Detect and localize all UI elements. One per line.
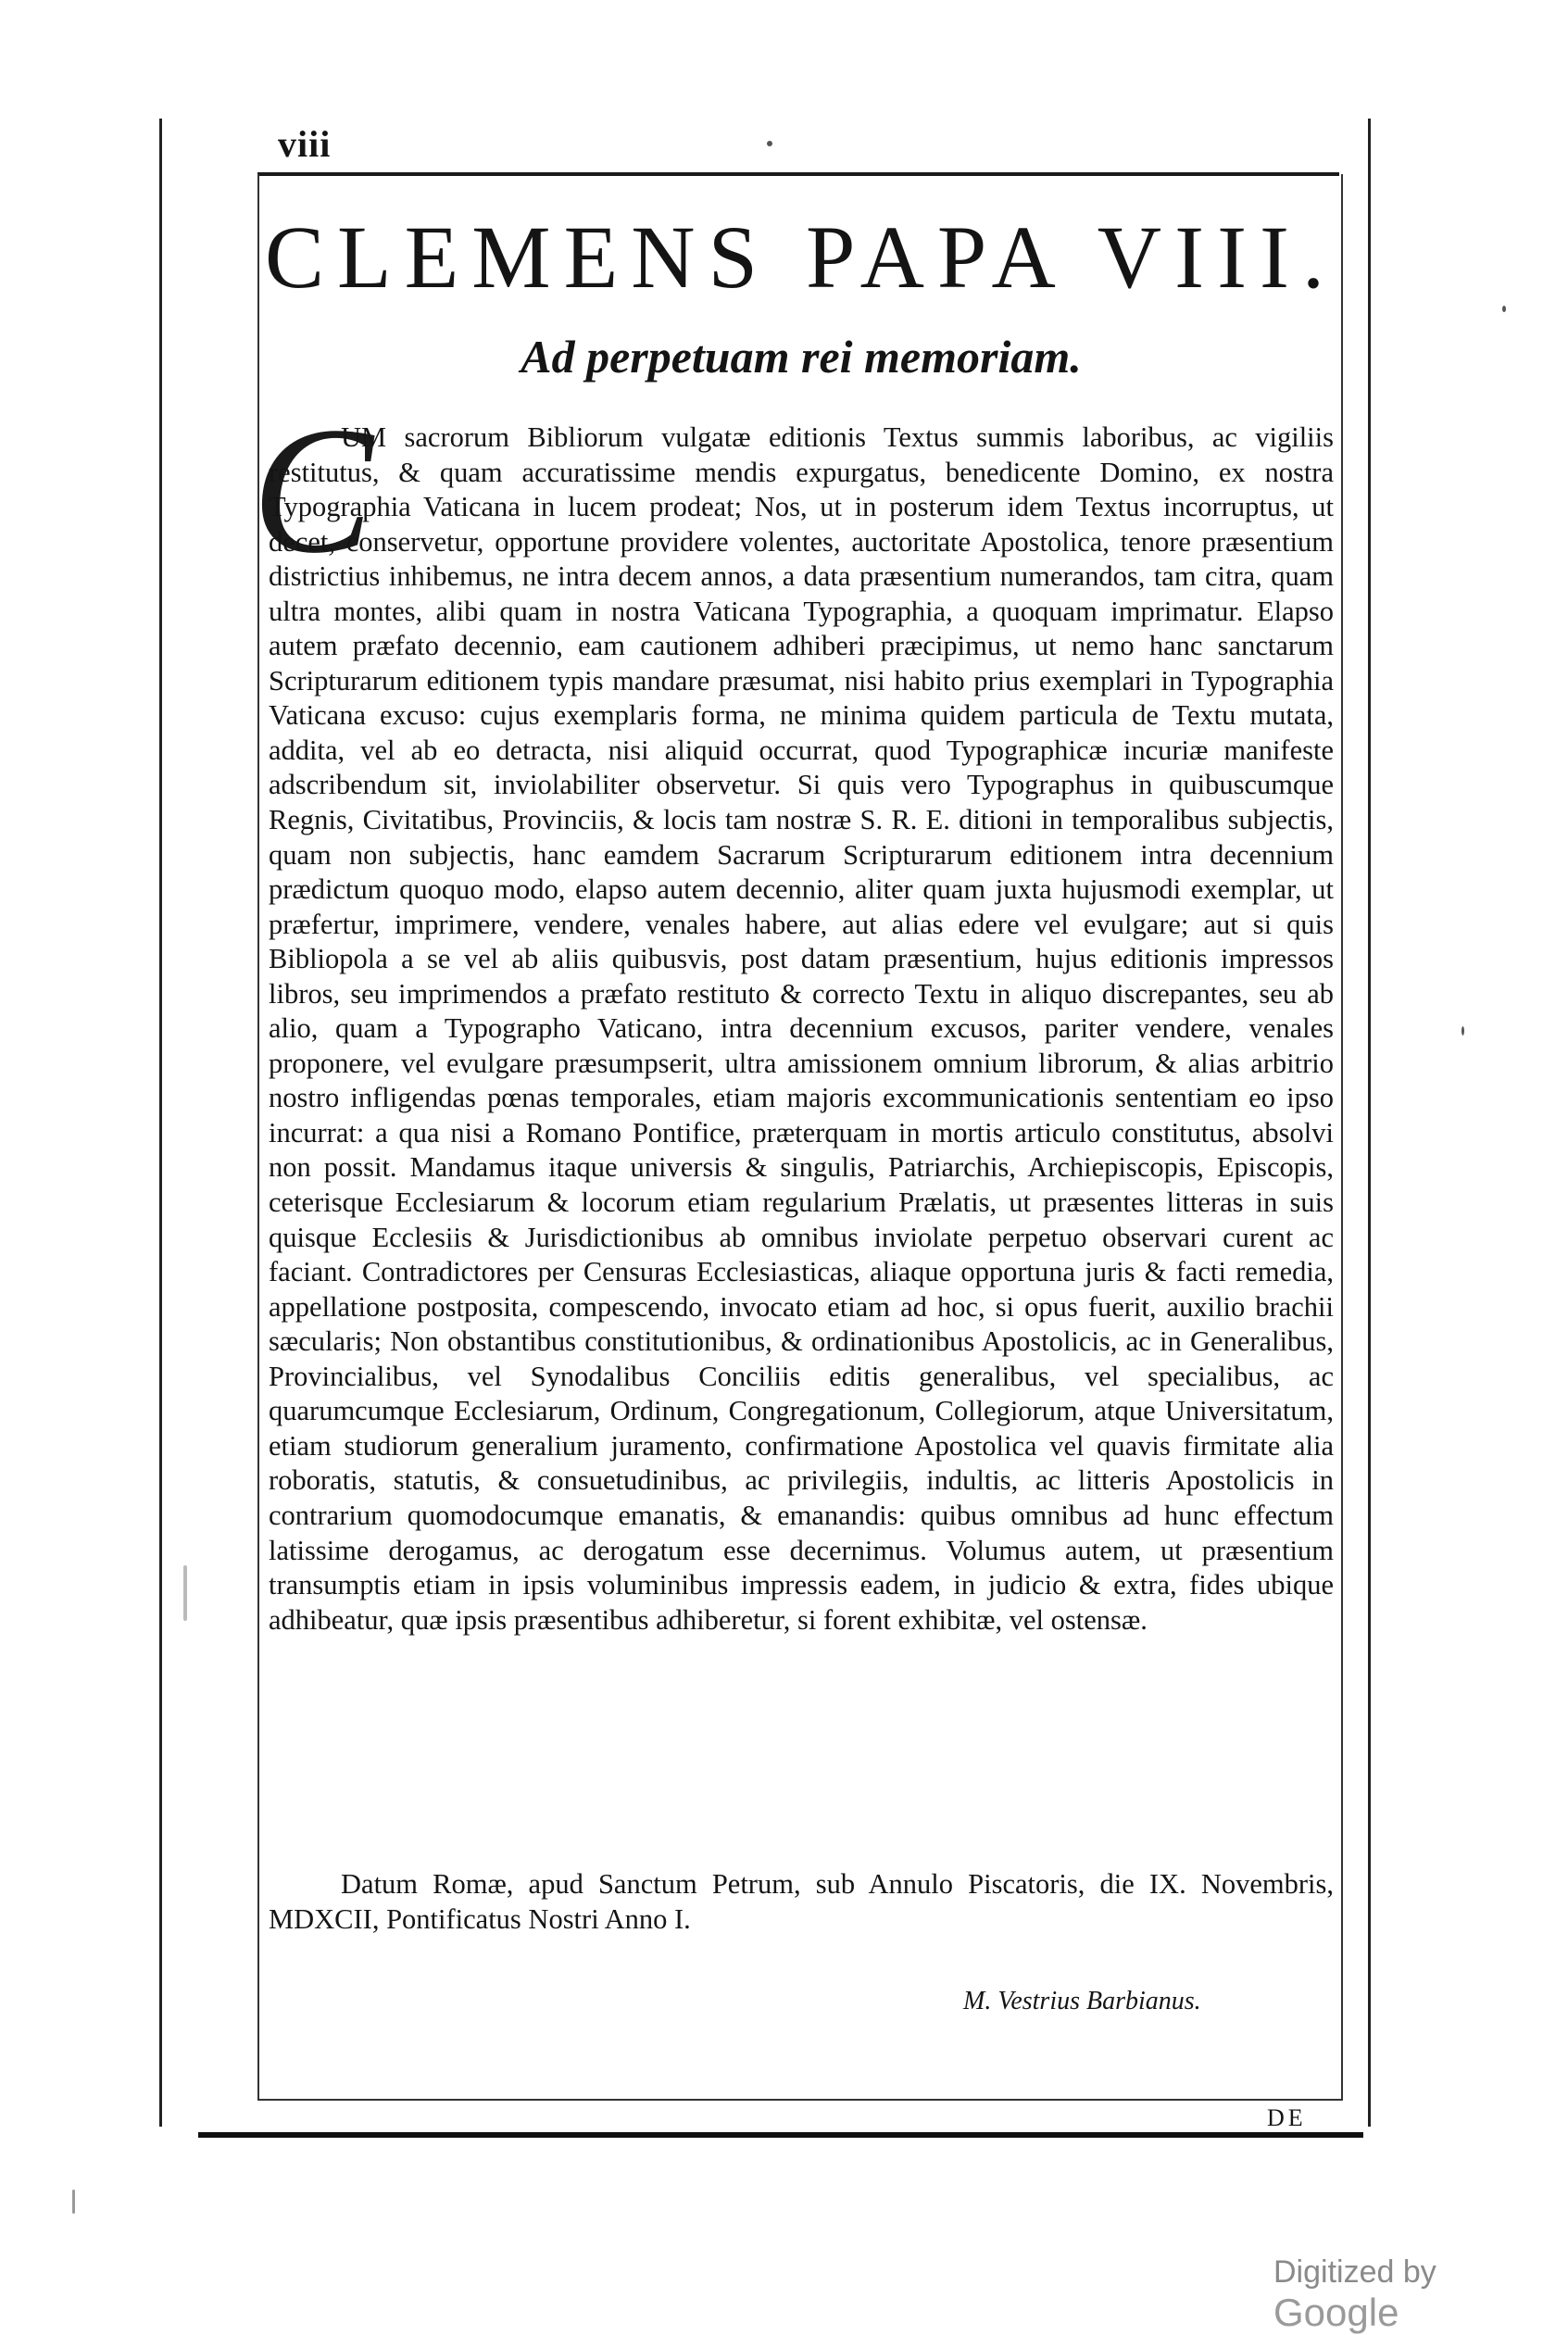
drop-cap: C <box>252 390 373 591</box>
bottom-rule <box>198 2132 1363 2138</box>
watermark-prefix: Digitized by <box>1273 2254 1436 2290</box>
scan-speck <box>183 1565 187 1621</box>
google-logo: Google <box>1273 2291 1399 2334</box>
digitized-watermark <box>1273 2254 1568 2335</box>
scan-speck <box>767 141 772 146</box>
scan-speck <box>72 2190 75 2214</box>
dating-clause: Datum Romæ, apud Sanctum Petrum, sub Annulo Piscatoris, die IX. Novembris, MDXCII, Pontificatus Nostri Anno I. <box>269 1868 1334 1935</box>
document-subtitle: Ad perpetuam rei memoriam. <box>521 331 1082 383</box>
brief-paragraph: UM sacrorum Bibliorum vulgatæ editionis Textus summis laboribus, ac vigiliis restitutus, & quam accuratissime mendis expurgatus, benedicente Domino, ex nostra Typographia Vaticana in lucem prodeat; Nos, ut in posterum idem Textus incorruptus, ut decet, conservetur, opportune providere volentes, auctoritate Apostolica, tenore præsentium districtius inhibemus, ne intra decem annos, a data præsentium numerandos, tam citra, quam ultra montes, alibi quam in nostra Vaticana Typographia, a quoquam imprimatur. Elapso autem præfato decennio, eam cautionem adhiberi præcipimus, ut nemo hanc sanctarum Scripturarum editionem typis mandare præsumat, nisi habito prius exemplari in Typographia Vaticana excuso: cujus exemplaris forma, ne minima quidem particula de Textu mutata, addita, vel ab eo detracta, nisi aliquid occurrat, quod Typographicæ incuriæ manifeste adscribendum sit, inviolabiliter observetur. Si quis vero Typographus in quibuscumque Regnis, Civitatibus, Provinciis, & locis tam nostræ S. R. E. ditioni in temporalibus subjectis, quam non subjectis, hanc eamdem Sacrarum Scripturarum editionem intra decennium prædictum quoquo modo, elapso autem decennio, aliter quam juxta hujusmodi exemplar, ut præfertur, imprimere, vendere, venales habere, aut alias edere vel evulgare; aut si quis Bibliopola a se vel ab aliis quibusvis, post datam præsentium, hujus editionis impressos libros, seu imprimendos a præfato restituto & correcto Textu in aliquo discrepantes, seu ab alio, quam a Typographo Vaticano, intra decennium excusos, pariter vendere, venales proponere, vel evulgare præsumpserit, ultra amissionem omnium librorum, & alias arbitrio nostro infligendas pœnas temporales, etiam majoris excommunicationis sententiam eo ipso incurrat: a qua nisi a Romano Pontifice, præterquam in mortis articulo constitutus, absolvi non possit. Mandamus itaque universis & singulis, Patriarchis, Archiepiscopis, Episcopis, ceterisque Ecclesiarum & locorum etiam regularium Prælatis, ut præsentes litteras in suis quisque Ecclesiis & Jurisdictionibus ab omnibus inviolate perpetuo observari curent ac faciant. Contradictores per Censuras Ecclesiasticas, aliaque opportuna juris & facti remedia, appellatione postposita, compescendo, invocato etiam ad hoc, si opus fuerit, auxilio brachii sæcularis; Non obstantibus constitutionibus, & ordinationibus Apostolicis, ac in Generalibus, Provincialibus, vel Synodalibus Conciliis editis generalibus, vel specialibus, ac quarumcumque Ecclesiarum, Ordinum, Congregationum, Collegiorum, atque Universitatum, etiam studiorum generalium juramento, confirmatione Apostolica vel quavis firmitate alia roboratis, statutis, & consuetudinibus, ac privilegiis, indultis, ac litteris Apostolicis in contrarium quomodocumque emanatis, & emanandis: quibus omnibus ad hunc effectum latissime derogamus, ac derogatum esse decernimus. Volumus autem, ut præsentium transumptis etiam in ipsis voluminibus impressis eadem, in judicio & extra, fides ubique adhibeatur, quæ ipsis præsentibus adhiberetur, si forent exhibitæ, vel ostensæ. <box>269 421 1334 1636</box>
page-number: viii <box>278 123 332 165</box>
document-title: CLEMENS PAPA VIII. <box>264 207 1338 307</box>
brief-body <box>269 421 1334 1902</box>
signature: M. Vestrius Barbianus. <box>963 1987 1201 2015</box>
scan-speck <box>1502 306 1506 312</box>
catchword: DE <box>1267 2104 1307 2131</box>
scan-speck <box>1461 1026 1464 1036</box>
